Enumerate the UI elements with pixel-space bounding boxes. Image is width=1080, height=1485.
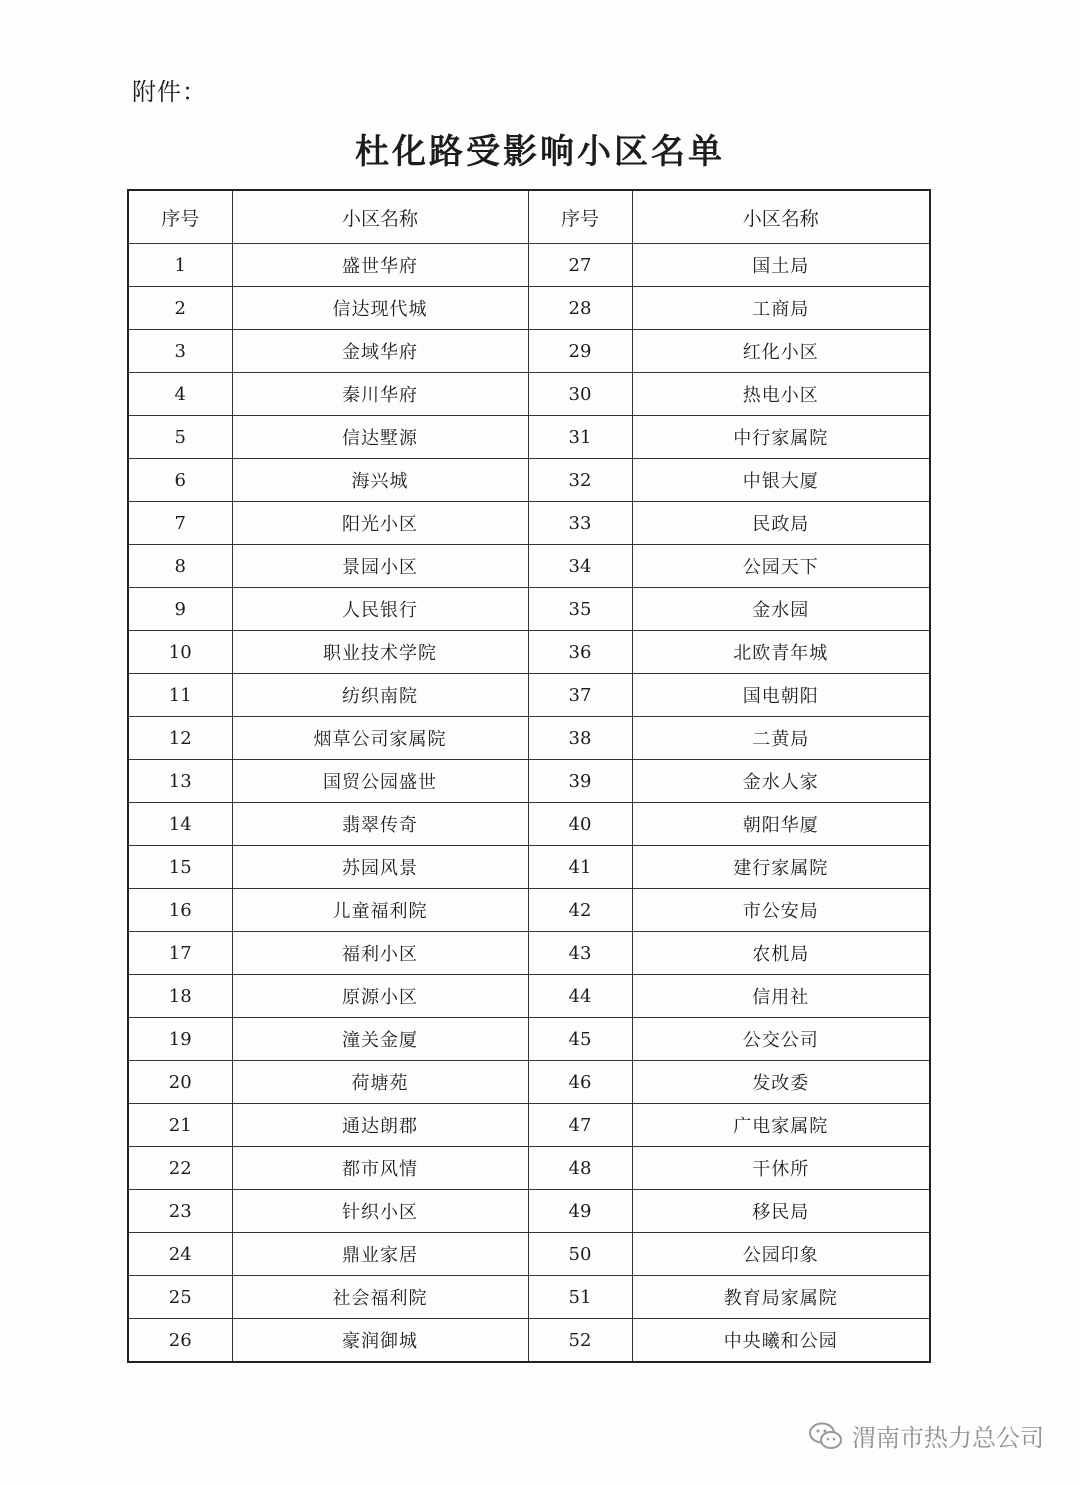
seq-right-cell: 46 [528,1061,632,1104]
table-row [128,760,930,803]
seq-left-cell: 3 [128,330,232,373]
name-right-cell: 农机局 [632,932,930,975]
seq-right-cell: 33 [528,502,632,545]
seq-right-cell: 31 [528,416,632,459]
table-row [128,889,930,932]
attachment-label: 附件： [132,78,207,106]
name-right-cell: 金水园 [632,588,930,631]
seq-right-cell: 34 [528,545,632,588]
seq-left-cell: 15 [128,846,232,889]
table-row [128,244,930,287]
table-row [128,1319,930,1363]
name-left-cell: 景园小区 [232,545,528,588]
table-row [128,1018,930,1061]
seq-right-cell: 45 [528,1018,632,1061]
seq-right-cell: 43 [528,932,632,975]
table-row [128,717,930,760]
name-right-cell: 中行家属院 [632,416,930,459]
seq-right-cell: 28 [528,287,632,330]
name-right-cell: 工商局 [632,287,930,330]
seq-right-cell: 44 [528,975,632,1018]
seq-right-cell: 40 [528,803,632,846]
name-right-cell: 中央曦和公园 [632,1319,930,1363]
table-row [128,803,930,846]
seq-left-cell: 26 [128,1319,232,1363]
table-row [128,846,930,889]
name-right-cell: 市公安局 [632,889,930,932]
column-header-seq-right: 序号 [528,190,632,244]
name-right-cell: 民政局 [632,502,930,545]
name-right-cell: 朝阳华厦 [632,803,930,846]
seq-left-cell: 23 [128,1190,232,1233]
name-right-cell: 发改委 [632,1061,930,1104]
name-left-cell: 金域华府 [232,330,528,373]
name-right-cell: 国电朝阳 [632,674,930,717]
name-left-cell: 豪润御城 [232,1319,528,1363]
name-left-cell: 盛世华府 [232,244,528,287]
column-header-name-right: 小区名称 [632,190,930,244]
seq-left-cell: 19 [128,1018,232,1061]
table-row [128,932,930,975]
column-header-seq-left: 序号 [128,190,232,244]
seq-left-cell: 13 [128,760,232,803]
seq-left-cell: 6 [128,459,232,502]
seq-right-cell: 50 [528,1233,632,1276]
seq-right-cell: 32 [528,459,632,502]
seq-left-cell: 11 [128,674,232,717]
name-right-cell: 热电小区 [632,373,930,416]
name-right-cell: 广电家属院 [632,1104,930,1147]
name-left-cell: 都市风情 [232,1147,528,1190]
table-body [128,244,930,1363]
name-left-cell: 潼关金厦 [232,1018,528,1061]
watermark-text: 渭南市热力总公司 [852,1424,1044,1452]
name-left-cell: 苏园风景 [232,846,528,889]
seq-right-cell: 47 [528,1104,632,1147]
seq-right-cell: 36 [528,631,632,674]
seq-right-cell: 42 [528,889,632,932]
table-row [128,1104,930,1147]
name-right-cell: 公园天下 [632,545,930,588]
seq-right-cell: 52 [528,1319,632,1363]
name-left-cell: 职业技术学院 [232,631,528,674]
table-row [128,330,930,373]
seq-left-cell: 4 [128,373,232,416]
name-left-cell: 信达墅源 [232,416,528,459]
table-header-row [128,190,930,244]
name-right-cell: 国土局 [632,244,930,287]
name-right-cell: 干休所 [632,1147,930,1190]
table-row [128,373,930,416]
seq-left-cell: 7 [128,502,232,545]
name-right-cell: 金水人家 [632,760,930,803]
name-left-cell: 荷塘苑 [232,1061,528,1104]
seq-right-cell: 27 [528,244,632,287]
table-row [128,1190,930,1233]
seq-right-cell: 30 [528,373,632,416]
table-row [128,1147,930,1190]
name-right-cell: 移民局 [632,1190,930,1233]
name-right-cell: 红化小区 [632,330,930,373]
name-right-cell: 信用社 [632,975,930,1018]
seq-right-cell: 41 [528,846,632,889]
name-left-cell: 海兴城 [232,459,528,502]
seq-right-cell: 51 [528,1276,632,1319]
seq-left-cell: 16 [128,889,232,932]
table-row [128,1233,930,1276]
seq-left-cell: 1 [128,244,232,287]
table-row [128,459,930,502]
name-left-cell: 儿童福利院 [232,889,528,932]
seq-right-cell: 29 [528,330,632,373]
name-left-cell: 人民银行 [232,588,528,631]
name-right-cell: 二黄局 [632,717,930,760]
seq-left-cell: 25 [128,1276,232,1319]
table-row [128,1061,930,1104]
table-row [128,588,930,631]
seq-left-cell: 10 [128,631,232,674]
table-row [128,416,930,459]
name-left-cell: 秦川华府 [232,373,528,416]
seq-left-cell: 22 [128,1147,232,1190]
seq-left-cell: 12 [128,717,232,760]
seq-right-cell: 38 [528,717,632,760]
column-header-name-left: 小区名称 [232,190,528,244]
name-right-cell: 北欧青年城 [632,631,930,674]
seq-left-cell: 5 [128,416,232,459]
name-left-cell: 国贸公园盛世 [232,760,528,803]
table-row [128,287,930,330]
table-row [128,545,930,588]
name-right-cell: 教育局家属院 [632,1276,930,1319]
name-left-cell: 烟草公司家属院 [232,717,528,760]
name-left-cell: 纺织南院 [232,674,528,717]
name-left-cell: 通达朗郡 [232,1104,528,1147]
seq-right-cell: 48 [528,1147,632,1190]
seq-left-cell: 21 [128,1104,232,1147]
document-title: 杜化路受影响小区名单 [355,132,725,172]
seq-right-cell: 49 [528,1190,632,1233]
seq-left-cell: 20 [128,1061,232,1104]
name-left-cell: 翡翠传奇 [232,803,528,846]
name-right-cell: 建行家属院 [632,846,930,889]
seq-left-cell: 8 [128,545,232,588]
seq-left-cell: 9 [128,588,232,631]
table-row [128,502,930,545]
table-row [128,1276,930,1319]
table-row [128,674,930,717]
name-right-cell: 中银大厦 [632,459,930,502]
name-left-cell: 针织小区 [232,1190,528,1233]
table-row [128,975,930,1018]
wechat-icon [808,1421,844,1451]
seq-right-cell: 37 [528,674,632,717]
seq-right-cell: 35 [528,588,632,631]
seq-left-cell: 14 [128,803,232,846]
seq-left-cell: 2 [128,287,232,330]
name-right-cell: 公园印象 [632,1233,930,1276]
seq-left-cell: 17 [128,932,232,975]
name-left-cell: 原源小区 [232,975,528,1018]
name-left-cell: 鼎业家居 [232,1233,528,1276]
name-left-cell: 信达现代城 [232,287,528,330]
seq-left-cell: 18 [128,975,232,1018]
name-right-cell: 公交公司 [632,1018,930,1061]
name-left-cell: 福利小区 [232,932,528,975]
seq-right-cell: 39 [528,760,632,803]
affected-communities-table [127,189,931,1363]
table-row [128,631,930,674]
seq-left-cell: 24 [128,1233,232,1276]
watermark [808,1418,1044,1453]
name-left-cell: 阳光小区 [232,502,528,545]
name-left-cell: 社会福利院 [232,1276,528,1319]
